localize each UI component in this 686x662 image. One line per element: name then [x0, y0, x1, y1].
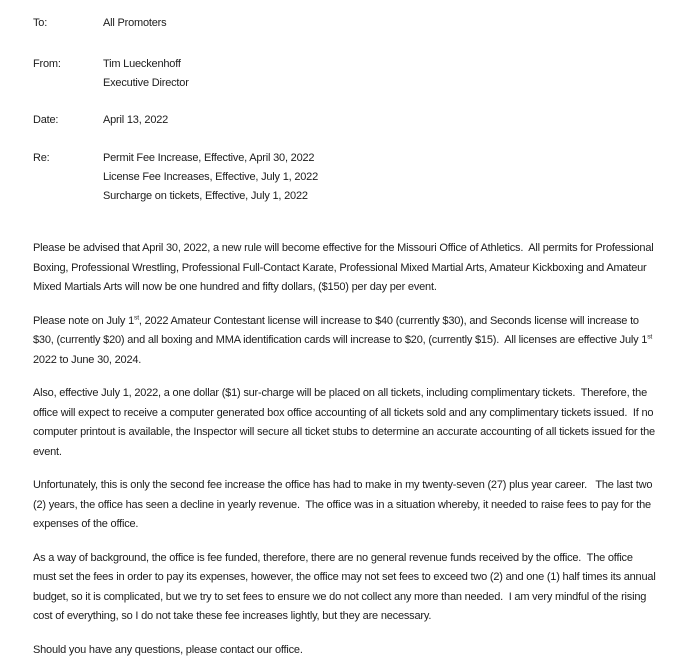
- body-paragraph: Please be advised that April 30, 2022, a new rule will become effective for the Missouri Office of Athletics. All permits for Professional Boxing, Professional Wrestling, Professional Full-Contact Karate, Professional Mixed Martial Arts, Amateur Kickboxing and Amateur Mixed Martials Arts will now be one hundred and fifty dollars, ($150) per day per event.: [33, 242, 657, 293]
- memo-body: [33, 239, 657, 660]
- memo-re-row: [33, 149, 656, 206]
- from-title: Executive Director: [103, 77, 189, 89]
- re-line: Permit Fee Increase, Effective, April 30, 2022: [103, 152, 315, 164]
- memo-from-row: [33, 55, 656, 93]
- re-line: Surcharge on tickets, Effective, July 1, 2022: [103, 190, 308, 202]
- body-paragraph: As a way of background, the office is fee funded, therefore, there are no general revenue funds received by the office. The office must set the fees in order to pay its expenses, however, the office may not set fees to exceed two (2) and one (1) half times its annual budget, so it is complicated, but we try to set fees to ensure we do not collect any more than needed. I am very mindful of the rising cost of everything, so I do not take these fee increases lightly, but they are necessary.: [33, 551, 659, 622]
- from-value: [103, 55, 189, 93]
- to-label: To:: [33, 17, 48, 29]
- date-value: April 13, 2022: [103, 114, 169, 126]
- from-label: From:: [33, 58, 61, 70]
- re-label: Re:: [33, 152, 50, 164]
- body-paragraph: Should you have any questions, please contact our office.: [33, 643, 303, 656]
- memo-header: [33, 14, 656, 206]
- from-name: Tim Lueckenhoff: [103, 58, 181, 70]
- date-label: Date:: [33, 114, 59, 126]
- re-value: [103, 149, 318, 206]
- memo-to-row: [33, 14, 656, 33]
- body-paragraph: Unfortunately, this is only the second fee increase the office has had to make in my twenty-seven (27) plus year career. The last two (2) years, the office has seen a decline in yearly revenue. The office was in a situation whereby, it needed to raise fees to pay for the expenses of the office.: [33, 479, 656, 530]
- re-line: License Fee Increases, Effective, July 1, 2022: [103, 171, 319, 183]
- to-value: All Promoters: [103, 17, 167, 29]
- memo-date-row: [33, 111, 656, 130]
- body-paragraph: Please note on July 1st, 2022 Amateur Contestant license will increase to $40 (currently $30), and Seconds license will increase to $30, (currently $20) and all boxing and MMA identification cards will increase to $20, (currently $15). All licenses are effective July 1st 2022 to June 30, 2024.: [33, 313, 655, 366]
- body-paragraph: Also, effective July 1, 2022, a one dollar ($1) sur-charge will be placed on all tickets, including complimentary tickets. Therefore, the office will expect to receive a computer generated box office accounting of all tickets sold and any complimentary tickets issued. If no computer printout is available, the Inspector will secure all ticket stubs to determine an accurate accounting of all tickets issued for the event.: [33, 387, 658, 458]
